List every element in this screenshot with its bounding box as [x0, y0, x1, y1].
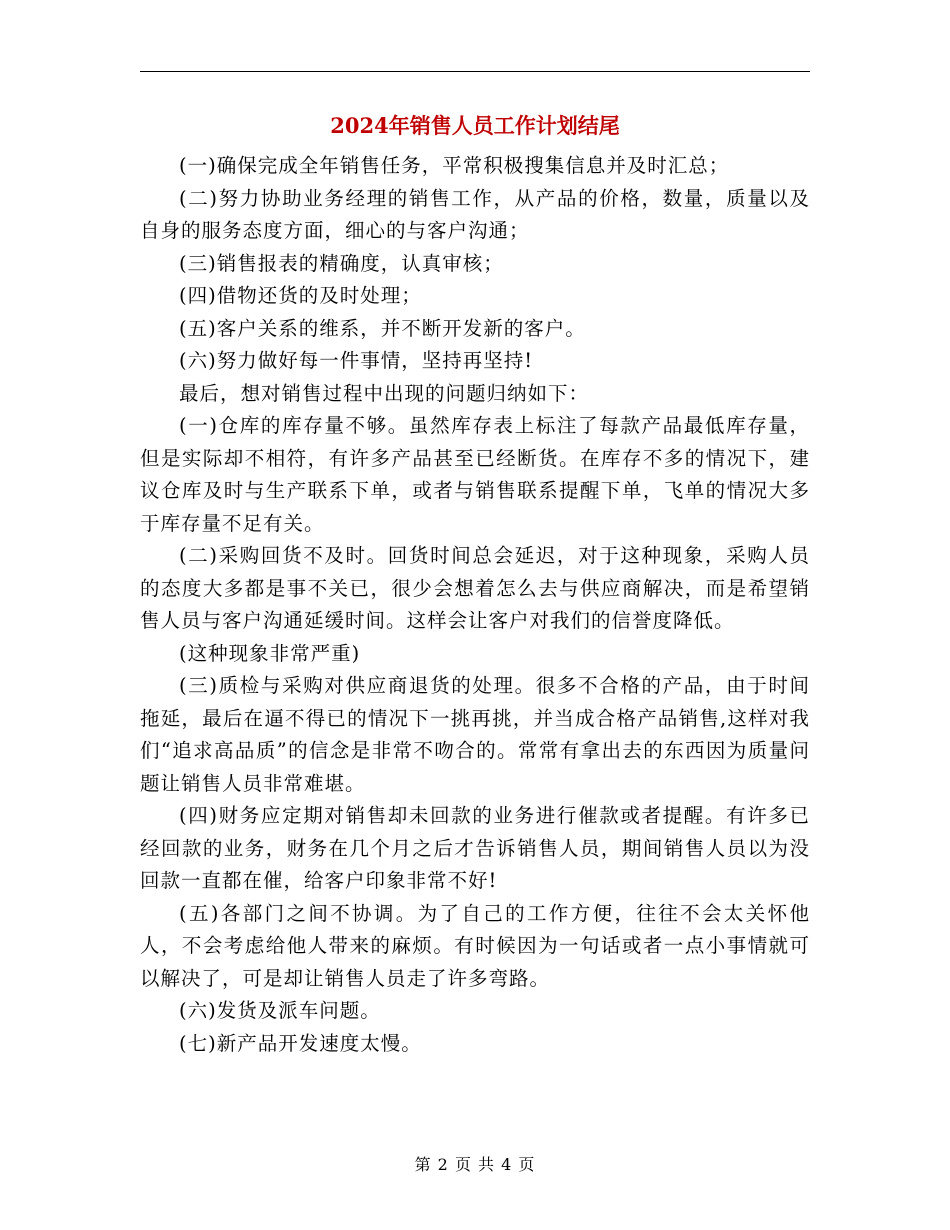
paragraph-6: (六)努力做好每一件事情，坚持再坚持! [179, 349, 534, 372]
document-title: 2024年销售人员工作计划结尾 [330, 113, 620, 138]
paragraph-4: (四)借物还货的及时处理； [179, 284, 422, 307]
paragraph-5: (五)客户关系的维系，并不断开发新的客户。 [179, 316, 586, 340]
paragraph-1: (一)确保完成全年销售任务，平常积极搜集信息并及时汇总； [179, 154, 730, 177]
paragraph-11: (三)质检与采购对供应商退货的处理。很多不合格的产品，由于时间拖延，最后在逼不得已的情况下一挑再挑，并当成合格产品销售,这样对我们“追求高品质”的信念是非常不吻合的。常常有拿出去的东西因为质量问题让销售人员非常难堪。 [140, 674, 810, 795]
document-body [140, 150, 810, 1060]
paragraph-3: (三)销售报表的精确度，认真审核； [179, 251, 504, 275]
paragraph-10: (这种现象非常严重) [179, 641, 361, 665]
paragraph-8: (一)仓库的库存量不够。虽然库存表上标注了每款产品最低库存量，但是实际却不相符，有许多产品甚至已经断货。在库存不多的情况下，建议仓库及时与生产联系下单，或者与销售联系提醒下单，飞单的情况大多于库存量不足有关。 [140, 414, 810, 535]
paragraph-9: (二)采购回货不及时。回货时间总会延迟，对于这种现象，采购人员的态度大多都是事不关已，很少会想着怎么去与供应商解决，而是希望销售人员与客户沟通延缓时间。这样会让客户对我们的信誉度降低。 [140, 544, 810, 632]
paragraph-7: 最后，想对销售过程中出现的问题归纳如下： [179, 381, 590, 405]
header-rule [140, 71, 810, 72]
paragraph-2: (二)努力协助业务经理的销售工作，从产品的价格，数量，质量以及自身的服务态度方面，细心的与客户沟通； [140, 186, 810, 242]
page-number-footer: 第 2 页 共 4 页 [414, 1155, 536, 1174]
paragraph-13: (五)各部门之间不协调。为了自己的工作方便，往往不会太关怀他人，不会考虑给他人带来的麻烦。有时候因为一句话或者一点小事情就可以解决了，可是却让销售人员走了许多弯路。 [140, 901, 810, 990]
paragraph-12: (四)财务应定期对销售却未回款的业务进行催款或者提醒。有许多已经回款的业务，财务在几个月之后才告诉销售人员，期间销售人员以为没回款一直都在催，给客户印象非常不好! [140, 804, 810, 892]
paragraph-14: (六)发货及派车问题。 [179, 999, 381, 1022]
paragraph-15: (七)新产品开发速度太慢。 [179, 1031, 422, 1055]
